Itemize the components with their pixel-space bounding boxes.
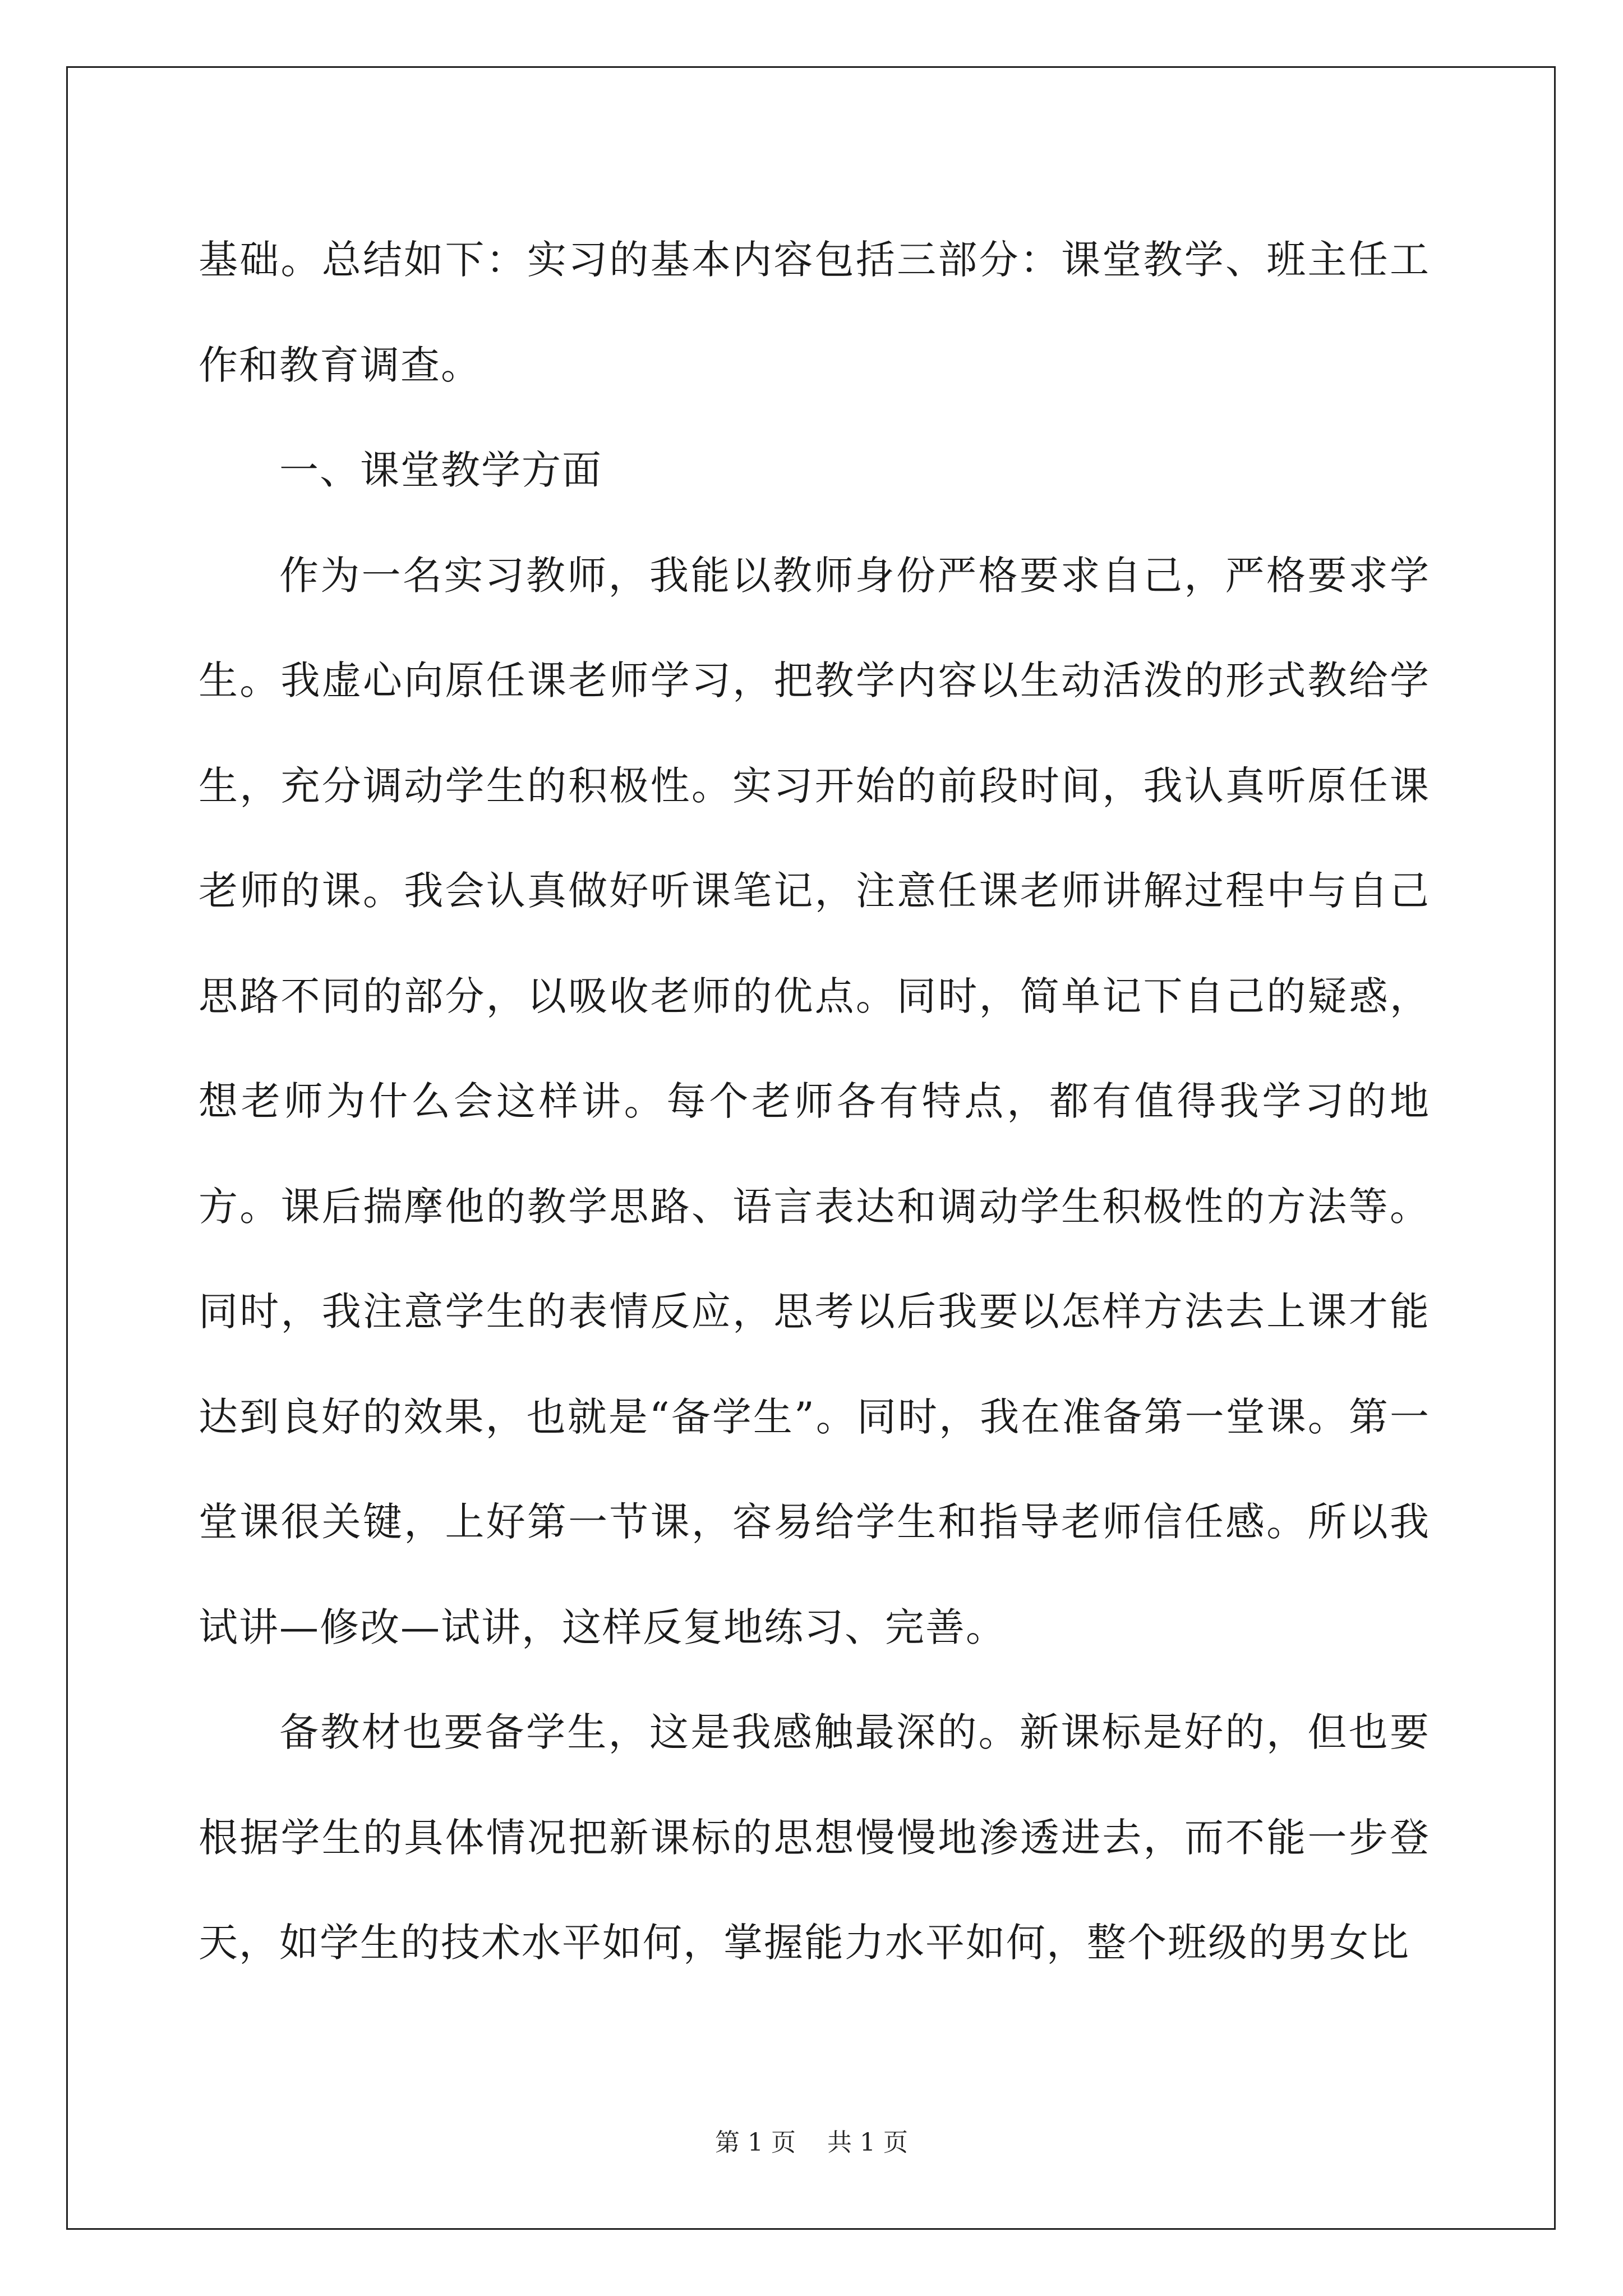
paragraph-intro: 基础。总结如下：实习的基本内容包括三部分：课堂教学、班主任工作和教育调查。 — [199, 237, 1430, 388]
page-total: 共 1 页 — [827, 2128, 908, 2157]
document-body — [199, 208, 1430, 1996]
page-number: 第 1 页 — [715, 2128, 796, 2157]
paragraph-materials: 备教材也要备学生，这是我感触最深的。新课标是好的，但也要根据学生的具体情况把新课标的思想慢慢地渗透进去，而不能一步登天，如学生的技术水平如何，掌握能力水平如何，整个班级的男女比 — [199, 1709, 1430, 1966]
page-footer — [0, 2126, 1623, 2160]
section-heading: 一、课堂教学方面 — [279, 447, 602, 493]
paragraph-teaching: 作为一名实习教师，我能以教师身份严格要求自己，严格要求学生。我虚心向原任课老师学习，把教学内容以生动活泼的形式教给学生，充分调动学生的积极性。实习开始的前段时间，我认真听原任课老师的课。我会认真做好听课笔记，注意任课老师讲解过程中与自己思路不同的部分，以吸收老师的优点。同时，简单记下自己的疑惑，想老师为什么会这样讲。每个老师各有特点，都有值得我学习的地方。课后揣摩他的教学思路、语言表达和调动学生积极性的方法等。同时，我注意学生的表情反应，思考以后我要以怎样方法去上课才能达到良好的效果，也就是“备学生”。同时，我在准备第一堂课。第一堂课很关键，上好第一节课，容易给学生和指导老师信任感。所以我试讲—修改—试讲，这样反复地练习、完善。 — [199, 552, 1430, 1650]
